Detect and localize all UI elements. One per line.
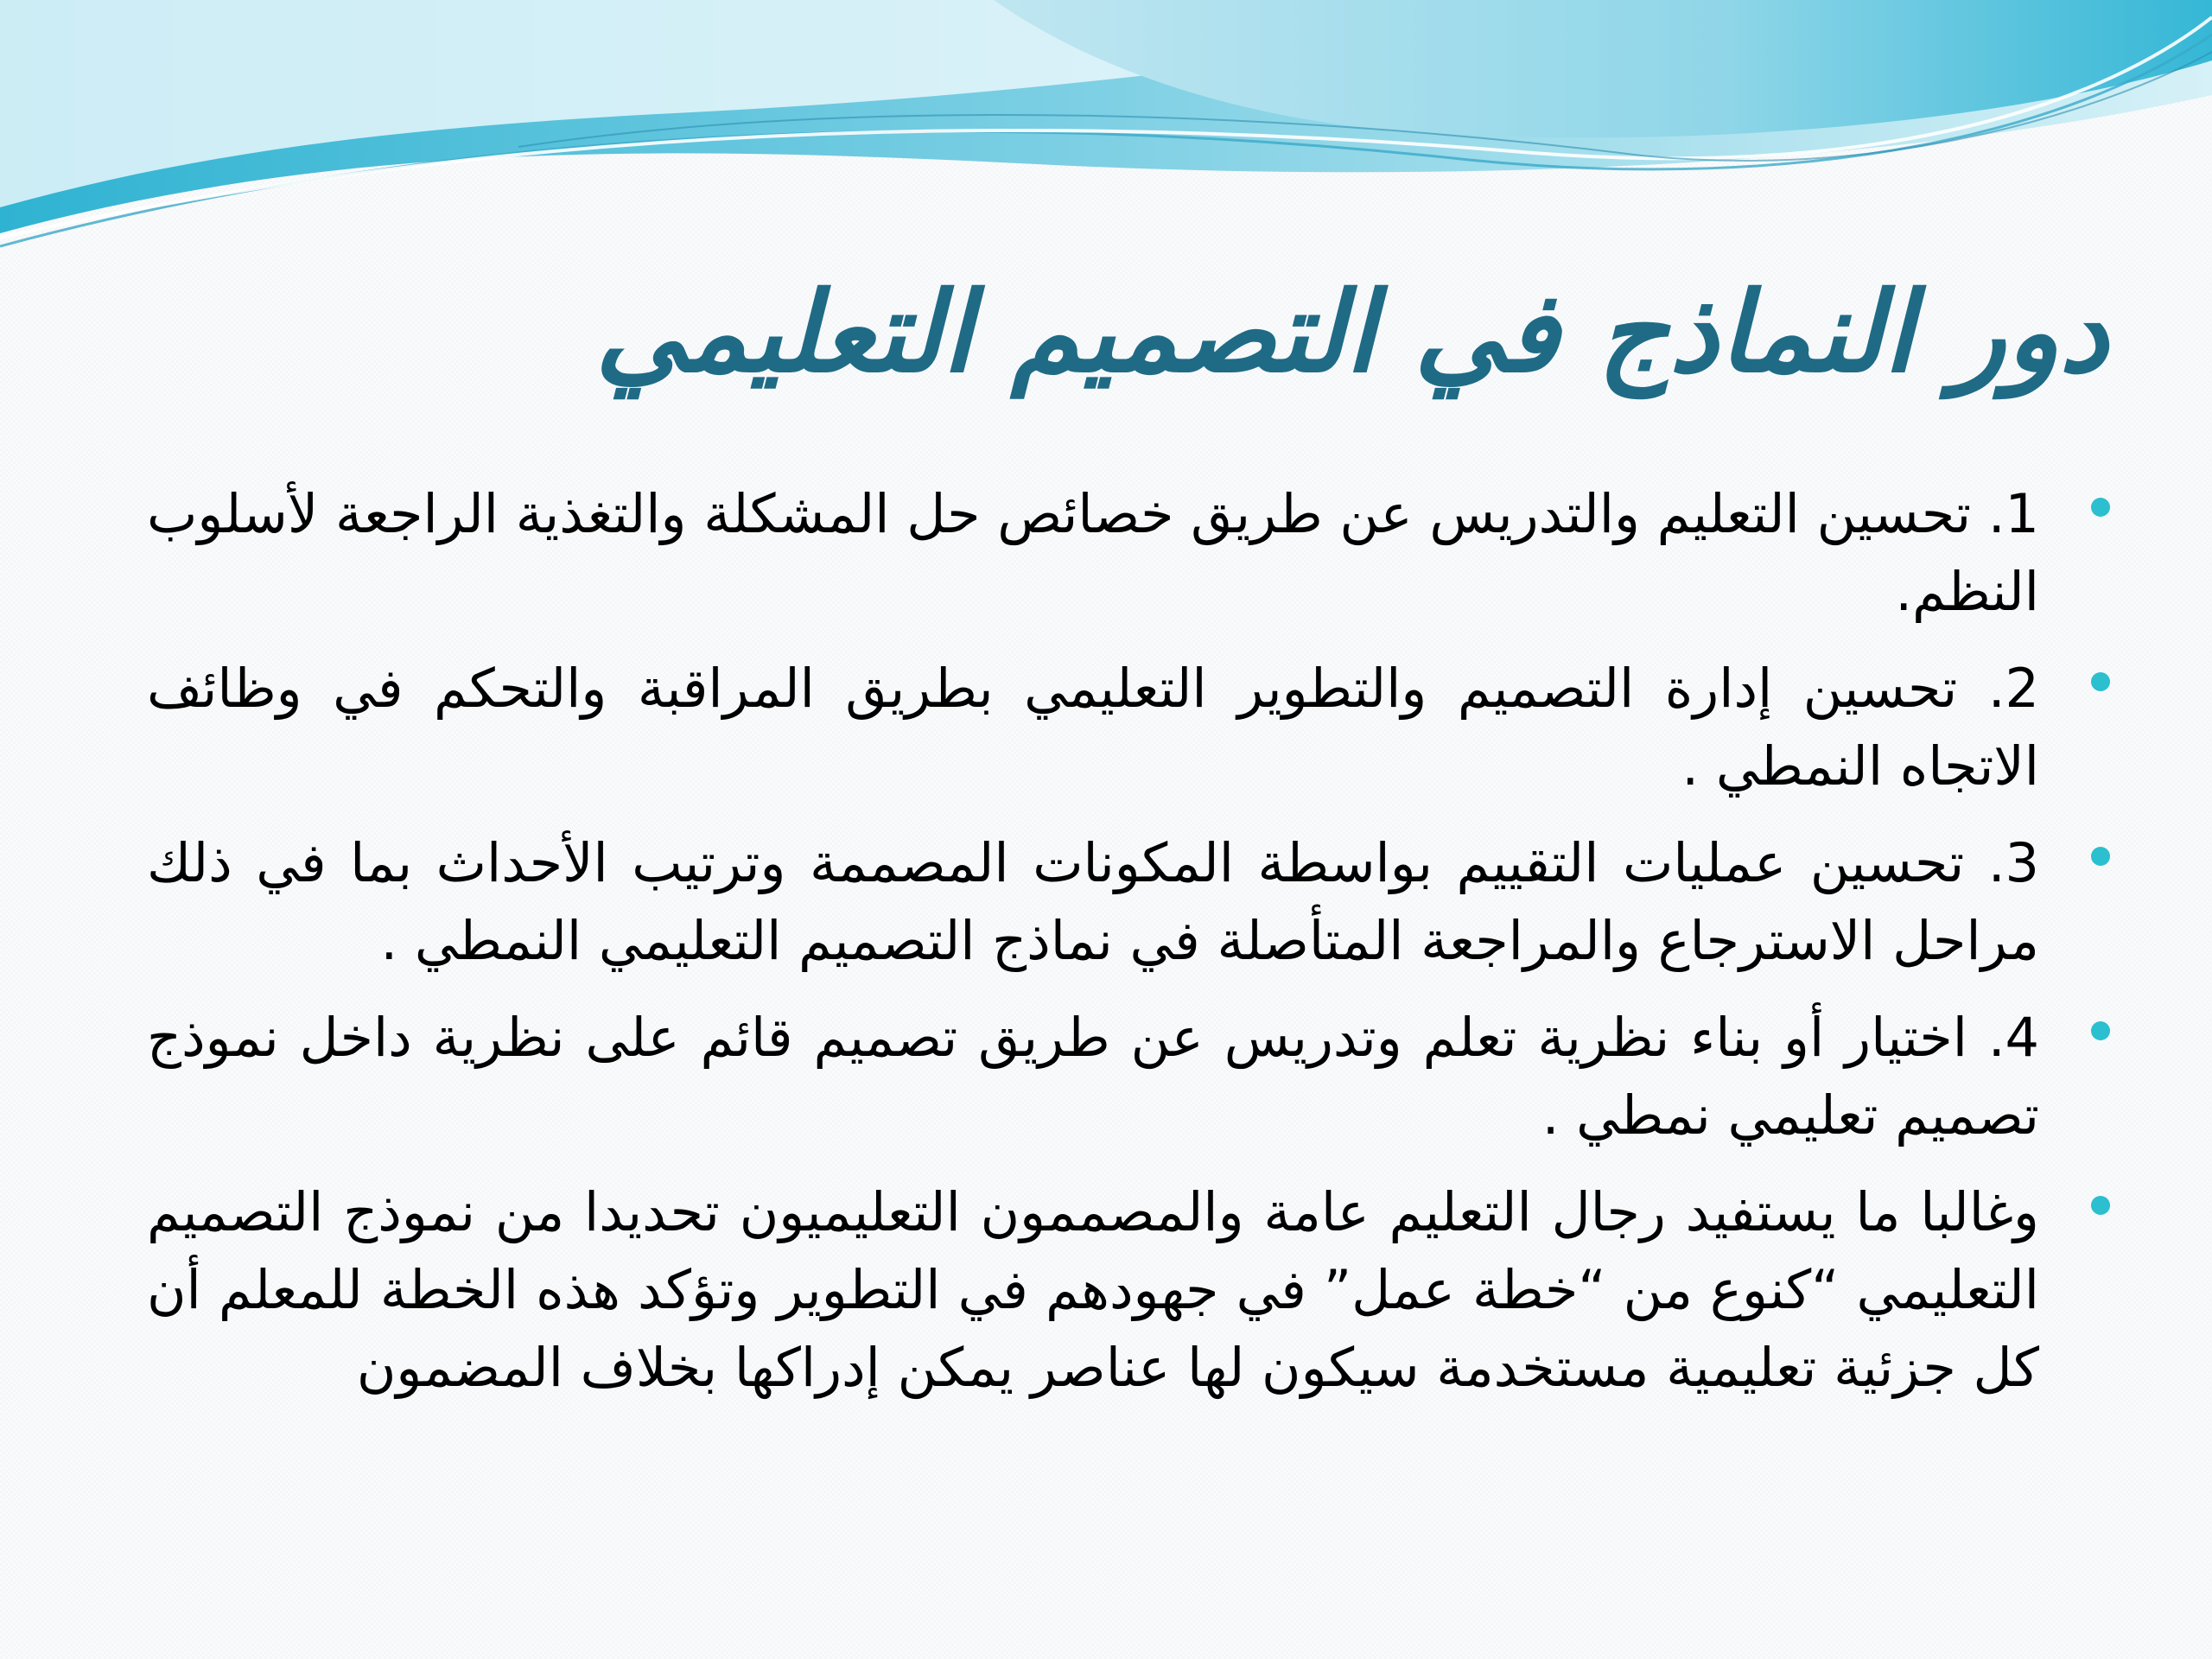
bullet-dot-icon [2091, 672, 2110, 691]
bullet-dot-icon [2091, 847, 2110, 866]
bullet-item [147, 475, 2117, 631]
bullet-text: وغالبا ما يستفيد رجال التعليم عامة والمصممون التعليميون تحديدا من نموذج التصميم التعليمي “كنوع من “خطة عمل” في جهودهم في التطوير وتؤكد هذه الخطة للمعلم أن كل جزئية تعليمية مستخدمة سيكون لها عناصر يمكن إدراكها بخلاف المضمون [147, 1180, 2039, 1399]
slide-title: دور النماذج في التصميم التعليمي [594, 268, 2108, 397]
bullet-dot-icon [2091, 1021, 2110, 1040]
bullet-text: 2. تحسين إدارة التصميم والتطوير التعليمي بطريق المراقبة والتحكم في وظائف الاتجاه النمطي . [147, 657, 2039, 798]
bullet-text: 4. اختيار أو بناء نظرية تعلم وتدريس عن طريق تصميم قائم على نظرية داخل نموذج تصميم تعليمي نمطي . [147, 1006, 2039, 1147]
bullet-item [147, 1173, 2117, 1407]
bullet-dot-icon [2091, 1196, 2110, 1215]
bullet-item [147, 824, 2117, 980]
bullet-text: 3. تحسين عمليات التقييم بواسطة المكونات المصممة وترتيب الأحداث بما في ذلك مراحل الاسترجاع والمراجعة المتأصلة في نماذج التصميم التعليمي النمطي . [147, 831, 2039, 972]
bullet-text: 1. تحسين التعليم والتدريس عن طريق خصائص حل المشكلة والتغذية الراجعة لأسلوب النظم. [147, 482, 2039, 623]
bullet-dot-icon [2091, 498, 2110, 517]
bullet-item [147, 650, 2117, 805]
bullet-list [147, 475, 2117, 1426]
decorative-wave-header [0, 0, 2212, 259]
bullet-item [147, 999, 2117, 1154]
